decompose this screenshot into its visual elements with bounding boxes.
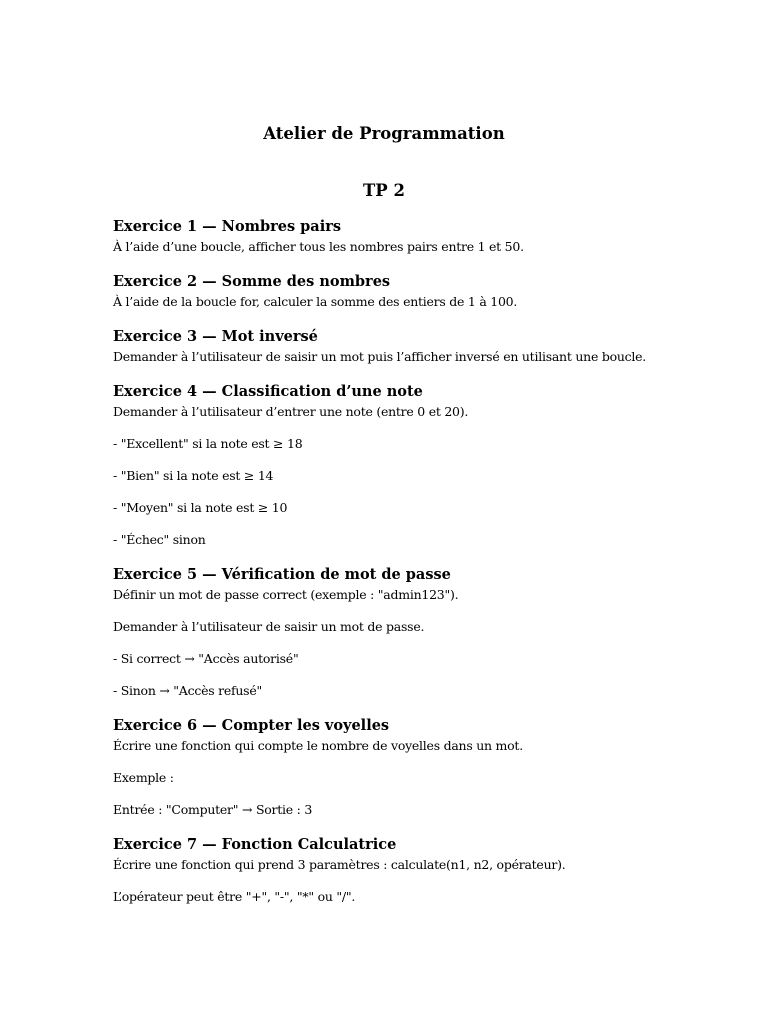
exercise-5-line-2: Demander à l’utilisateur de saisir un mot de passe. [113,619,425,634]
exercise-4-line-3: - "Bien" si la note est ≥ 14 [113,468,274,483]
exercise-1-heading: Exercice 1 — Nombres pairs [113,218,342,235]
exercise-5-line-1: Définir un mot de passe correct (exemple : "admin123"). [113,587,459,602]
exercise-2-line-1: À l’aide de la boucle for, calculer la somme des entiers de 1 à 100. [113,294,518,309]
exercise-6-line-3: Entrée : "Computer" → Sortie : 3 [113,802,313,817]
exercise-6-heading: Exercice 6 — Compter les voyelles [113,717,390,734]
exercise-4-line-5: - "Échec" sinon [113,532,206,547]
exercise-2-heading: Exercice 2 — Somme des nombres [113,273,391,290]
document-subtitle: TP 2 [363,181,405,200]
exercise-5-line-4: - Sinon → "Accès refusé" [113,683,262,698]
exercise-5-line-3: - Si correct → "Accès autorisé" [113,651,299,666]
exercise-1-line-1: À l’aide d’une boucle, afficher tous les nombres pairs entre 1 et 50. [113,239,524,254]
exercise-6-line-1: Écrire une fonction qui compte le nombre de voyelles dans un mot. [113,738,523,753]
exercise-7-line-1: Écrire une fonction qui prend 3 paramètres : calculate(n1, n2, opérateur). [113,857,566,872]
exercise-4-heading: Exercice 4 — Classification d’une note [113,383,423,400]
exercise-4-line-1: Demander à l’utilisateur d’entrer une note (entre 0 et 20). [113,404,469,419]
exercise-4-line-2: - "Excellent" si la note est ≥ 18 [113,436,303,451]
exercise-3-heading: Exercice 3 — Mot inversé [113,328,318,345]
exercise-5-heading: Exercice 5 — Vérification de mot de passe [113,566,451,583]
exercise-3-line-1: Demander à l’utilisateur de saisir un mot puis l’afficher inversé en utilisant une boucle. [113,349,647,364]
exercise-7-line-2: L’opérateur peut être "+", "-", "*" ou "/". [113,889,356,904]
exercise-7-heading: Exercice 7 — Fonction Calculatrice [113,836,397,853]
document-title: Atelier de Programmation [263,124,505,143]
exercise-4-line-4: - "Moyen" si la note est ≥ 10 [113,500,288,515]
exercise-6-line-2: Exemple : [113,770,174,785]
